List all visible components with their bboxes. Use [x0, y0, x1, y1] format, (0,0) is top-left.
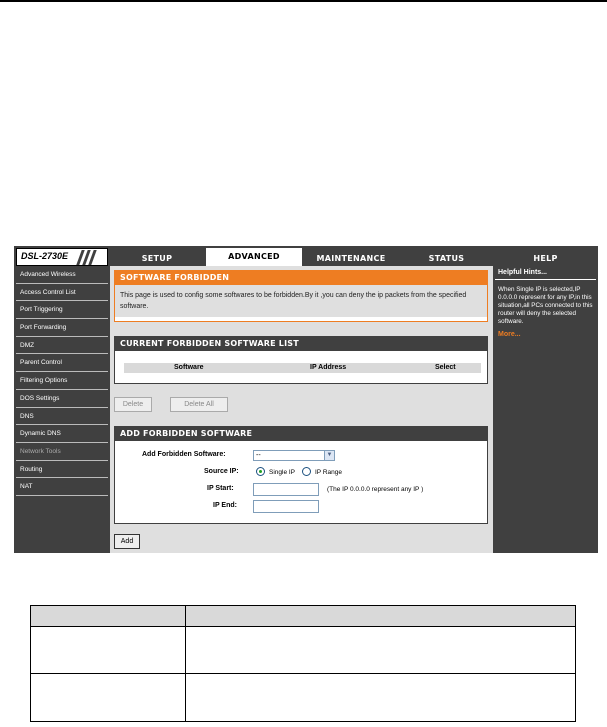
column-ip-address: IP Address: [310, 364, 347, 371]
tab-setup[interactable]: SETUP: [110, 251, 204, 266]
sidebar-item-advanced-wireless[interactable]: Advanced Wireless: [16, 266, 108, 284]
help-more-link[interactable]: More...: [498, 331, 521, 338]
intro-text: This page is used to config some softwares to be forbidden.By it ,you can deny the ip packets from the specified software.: [115, 285, 487, 317]
sidebar-menu: [16, 266, 108, 496]
section-title-forbidden-list: CURRENT FORBIDDEN SOFTWARE LIST: [115, 337, 487, 351]
ip-end-label: IP End:: [213, 502, 237, 509]
ip-range-label: IP Range: [315, 469, 342, 476]
sidebar-item-dos-settings[interactable]: DOS Settings: [16, 390, 108, 408]
table-header-cell: [186, 606, 576, 627]
sidebar-item-routing[interactable]: Routing: [16, 461, 108, 479]
forbidden-list-box: [114, 336, 488, 384]
sidebar-item-dynamic-dns[interactable]: Dynamic DNS: [16, 425, 108, 443]
table-cell: [186, 674, 576, 722]
sidebar-item-dmz[interactable]: DMZ: [16, 337, 108, 355]
add-button[interactable]: Add: [114, 534, 140, 549]
logo-text: DSL-2730E: [21, 251, 69, 261]
list-header-row: [124, 363, 481, 373]
tab-maintenance[interactable]: MAINTENANCE: [304, 251, 398, 266]
main-content: [110, 266, 493, 553]
table-cell: [31, 627, 186, 674]
sidebar-item-filtering-options[interactable]: Filtering Options: [16, 372, 108, 390]
sidebar-item-nat[interactable]: NAT: [16, 478, 108, 496]
router-ui-screenshot: [14, 246, 598, 553]
ip-start-input[interactable]: [253, 483, 319, 496]
tab-advanced[interactable]: ADVANCED: [206, 248, 302, 266]
sidebar-item-access-control-list[interactable]: Access Control List: [16, 284, 108, 302]
sidebar-item-port-forwarding[interactable]: Port Forwarding: [16, 319, 108, 337]
help-panel: [495, 266, 596, 553]
sidebar-item-network-tools[interactable]: Network Tools: [16, 443, 108, 461]
table-cell: [31, 674, 186, 722]
source-ip-label: Source IP:: [204, 468, 239, 475]
software-label: Add Forbidden Software:: [142, 451, 226, 458]
tab-help[interactable]: HELP: [495, 251, 596, 266]
document-table: [30, 605, 576, 722]
single-ip-label: Single IP: [269, 469, 296, 476]
section-title-software-forbidden: SOFTWARE FORBIDDEN: [115, 271, 487, 285]
column-select: Select: [435, 364, 456, 371]
sidebar-item-port-triggering[interactable]: Port Triggering: [16, 301, 108, 319]
product-logo: [16, 248, 108, 266]
help-body: When Single IP is selected,IP 0.0.0.0 represent for any IP,in this situation,all PCs connected to this router will deny the selected software.: [498, 286, 593, 325]
help-title: Helpful Hints...: [495, 266, 596, 280]
column-software: Software: [174, 364, 204, 371]
top-nav-tabs: [110, 248, 596, 266]
single-ip-radio[interactable]: [256, 467, 265, 476]
page-top-rule: [0, 0, 607, 2]
software-select-value: --: [256, 452, 261, 459]
tab-status[interactable]: STATUS: [400, 251, 493, 266]
table-cell: [186, 627, 576, 674]
software-select[interactable]: [253, 450, 335, 461]
chevron-down-icon: ▼: [324, 451, 334, 460]
delete-button[interactable]: Delete: [114, 397, 152, 412]
delete-all-button[interactable]: Delete All: [170, 397, 228, 412]
ip-start-label: IP Start:: [207, 485, 234, 492]
sidebar-item-parent-control[interactable]: Parent Control: [16, 354, 108, 372]
add-forbidden-box: [114, 426, 488, 524]
ip-start-note: (The IP 0.0.0.0 represent any IP ): [327, 486, 424, 493]
ip-range-radio[interactable]: [302, 467, 311, 476]
ip-end-input[interactable]: [253, 500, 319, 513]
sidebar-item-dns[interactable]: DNS: [16, 408, 108, 426]
table-header-cell: [31, 606, 186, 627]
software-forbidden-box: [114, 270, 488, 322]
section-title-add-forbidden: ADD FORBIDDEN SOFTWARE: [115, 427, 487, 441]
